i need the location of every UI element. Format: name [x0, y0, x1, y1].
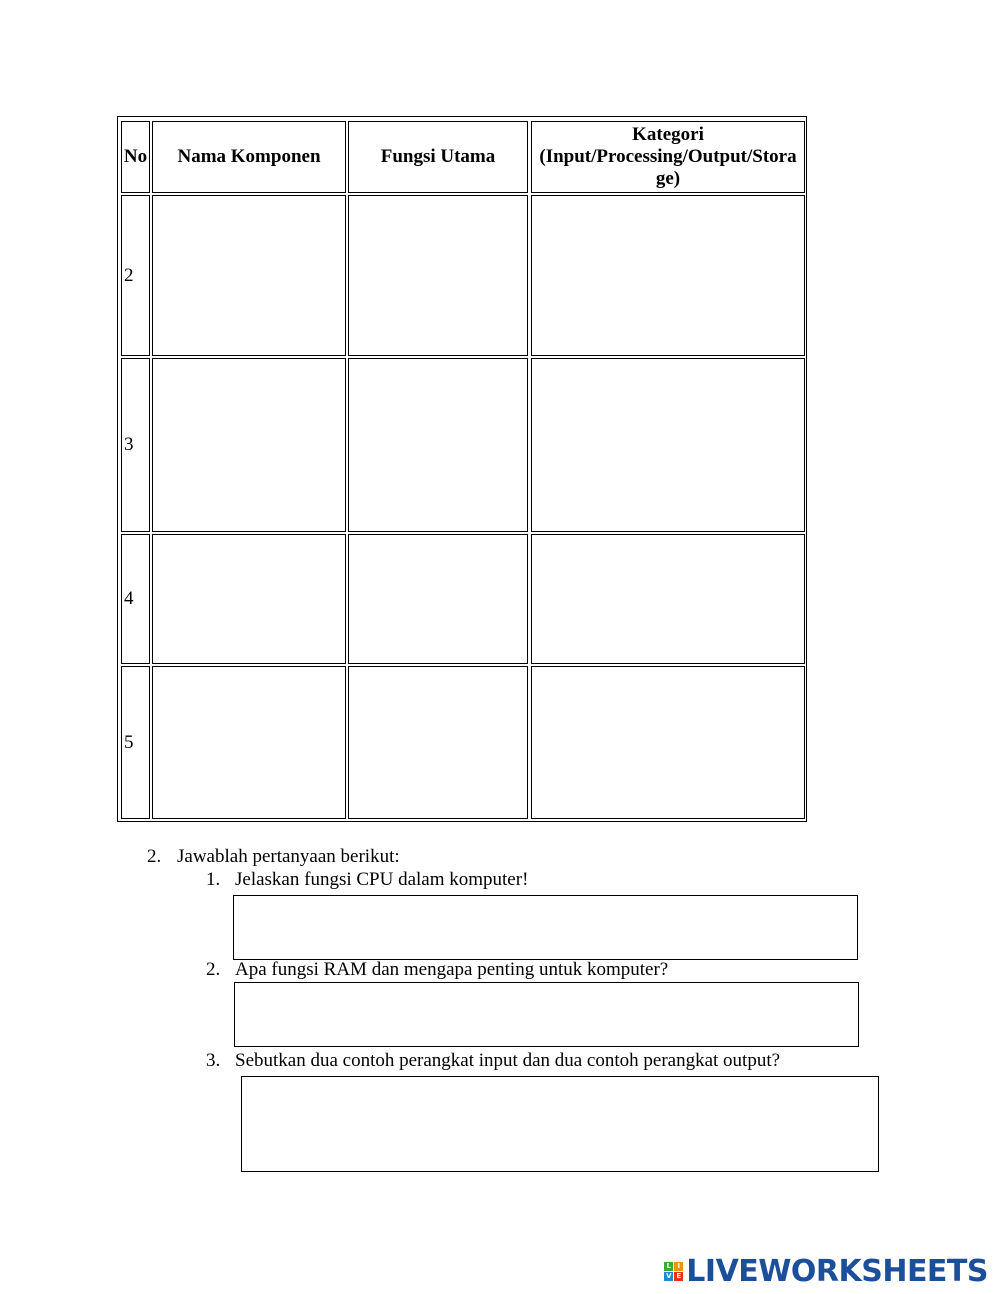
answer-cell-fungsi[interactable]: [348, 534, 528, 664]
section-number: 2.: [147, 846, 162, 867]
logo-letter: V: [666, 1272, 672, 1280]
answer-cell-nama[interactable]: [152, 358, 346, 532]
row-number: 5: [124, 731, 134, 753]
header-kategori: [531, 121, 805, 193]
question-number: 1.: [206, 869, 221, 890]
header-no-label: No: [123, 146, 148, 167]
logo-letter: E: [674, 1272, 683, 1281]
question-text: Apa fungsi RAM dan mengapa penting untuk komputer?: [235, 959, 669, 980]
logo-letter: I: [674, 1262, 683, 1271]
section-title: Jawablah pertanyaan berikut:: [177, 846, 400, 867]
answer-cell-kategori[interactable]: [531, 358, 805, 532]
liveworksheets-logo: [664, 1254, 988, 1289]
header-no: [121, 121, 150, 193]
answer-cell-fungsi[interactable]: [348, 195, 528, 356]
answer-cell-fungsi[interactable]: [348, 358, 528, 532]
row-number: 4: [124, 588, 134, 609]
question-number: 3.: [206, 1050, 221, 1071]
component-table: [117, 116, 807, 822]
answer-box-ram[interactable]: [234, 982, 859, 1047]
answer-cell-nama[interactable]: [152, 534, 346, 664]
row-number-cell: [121, 358, 150, 532]
logo-icon: [664, 1262, 683, 1281]
logo-text: LIVEWORKSHEETS: [686, 1254, 988, 1289]
question-number: 2.: [206, 959, 221, 980]
answer-box-cpu[interactable]: [233, 895, 858, 960]
header-kategori-line2: (Input/Processing/Output/Stora: [539, 146, 797, 167]
question-text: Jelaskan fungsi CPU dalam komputer!: [235, 869, 529, 890]
answer-cell-kategori[interactable]: [531, 666, 805, 819]
row-number-cell: [121, 195, 150, 356]
question-text: Sebutkan dua contoh perangkat input dan dua contoh perangkat output?: [235, 1050, 781, 1071]
row-number-cell: [121, 666, 150, 819]
row-number-cell: [121, 534, 150, 664]
answer-cell-nama[interactable]: [152, 195, 346, 356]
header-nama-komponen: [152, 121, 346, 193]
logo-letter: L: [664, 1262, 673, 1271]
answer-cell-nama[interactable]: [152, 666, 346, 819]
header-fungsi-label: Fungsi Utama: [380, 146, 496, 167]
answer-cell-kategori[interactable]: [531, 534, 805, 664]
header-nama-label: Nama Komponen: [177, 146, 321, 167]
answer-cell-fungsi[interactable]: [348, 666, 528, 819]
row-number: 3: [124, 434, 134, 455]
answer-box-devices[interactable]: [241, 1076, 879, 1172]
answer-cell-kategori[interactable]: [531, 195, 805, 356]
header-kategori-line3: ge): [655, 168, 681, 189]
row-number: 2: [124, 264, 134, 286]
header-fungsi-utama: [348, 121, 528, 193]
header-kategori-line1: Kategori: [632, 124, 704, 145]
